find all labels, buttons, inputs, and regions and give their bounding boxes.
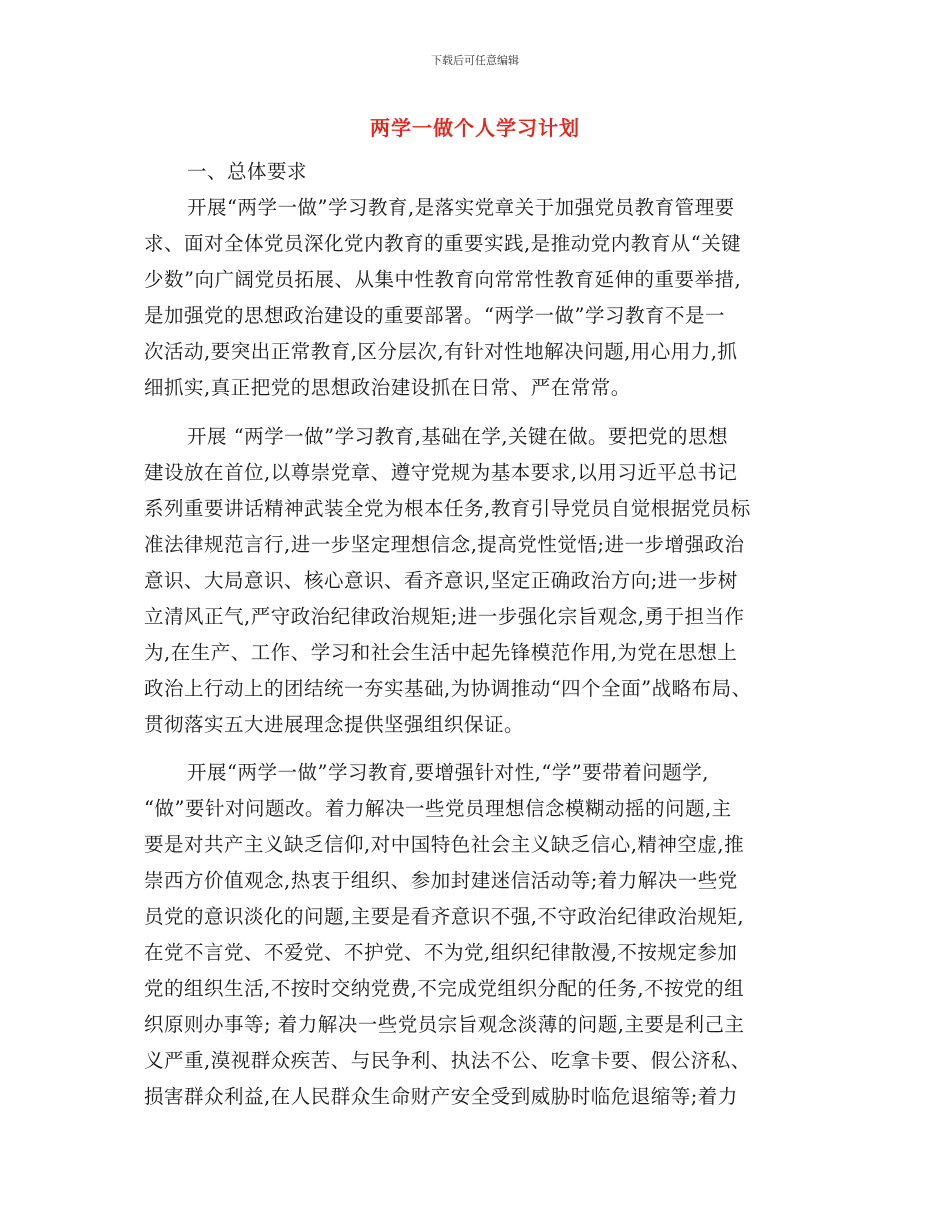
- header-note: 下载后可任意编辑: [431, 54, 519, 67]
- paragraph-line: 损害群众利益,在人民群众生命财产安全受到威胁时临危退缩等;着力: [144, 1085, 738, 1108]
- paragraph-line: 在党不言党、不爱党、不护党、不为党,组织纪律散漫,不按规定参加: [144, 941, 738, 964]
- paragraph-line: 求、面对全体党员深化党内教育的重要实践,是推动党内教育从“关键: [144, 232, 742, 255]
- paragraph-line: 党的组织生活,不按时交纳党费,不完成党组织分配的任务,不按党的组: [144, 977, 745, 1000]
- document-title: 两学一做个人学习计划: [370, 116, 580, 140]
- paragraph-line: 少数”向广阔党员拓展、从集中性教育向常常性教育延伸的重要举措,: [144, 268, 742, 291]
- paragraph-line: 织原则办事等; 着力解决一些党员宗旨观念淡薄的问题,主要是利己主: [144, 1013, 745, 1036]
- paragraph-line: 开展 “两学一做”学习教育,基础在学,关键在做。要把党的思想: [187, 425, 729, 448]
- paragraph-line: 员党的意识淡化的问题,主要是看齐意识不强,不守政治纪律政治规矩,: [144, 905, 745, 928]
- paragraph-line: 崇西方价值观念,热衷于组织、参加封建迷信活动等;着力解决一些党: [144, 869, 738, 892]
- paragraph-line: 开展“两学一做”学习教育,要增强针对性,“学”要带着问题学,: [187, 761, 709, 784]
- paragraph-line: 开展“两学一做”学习教育,是落实党章关于加强党员教育管理要: [187, 196, 735, 219]
- paragraph-line: 意识、大局意识、核心意识、看齐意识,坚定正确政治方向;进一步树: [144, 569, 738, 592]
- section-heading: 一、总体要求: [187, 160, 308, 183]
- paragraph-line: 系列重要讲话精神武装全党为根本任务,教育引导党员自觉根据党员标: [144, 497, 751, 520]
- paragraph-line: 要是对共产主义缺乏信仰,对中国特色社会主义缺乏信心,精神空虚,推: [144, 833, 745, 856]
- paragraph-line: 细抓实,真正把党的思想政治建设抓在日常、严在常常。: [144, 376, 631, 399]
- paragraph-line: 政治上行动上的团结统一夯实基础,为协调推动“四个全面”战略布局、: [144, 677, 752, 700]
- paragraph-line: 立清风正气,严守政治纪律政治规矩;进一步强化宗旨观念,勇于担当作: [144, 605, 745, 628]
- paragraph-line: 为,在生产、工作、学习和社会生活中起先锋模范作用,为党在思想上: [144, 641, 738, 664]
- paragraph-line: 建设放在首位,以尊崇党章、遵守党规为基本要求,以用习近平总书记: [144, 461, 738, 484]
- paragraph-line: 义严重,漠视群众疾苦、与民争利、执法不公、吃拿卡要、假公济私、: [144, 1049, 751, 1072]
- paragraph-line: 贯彻落实五大进展理念提供坚强组织保证。: [144, 713, 525, 736]
- paragraph-line: “做”要针对问题改。着力解决一些党员理想信念模糊动摇的问题,主: [144, 797, 732, 820]
- paragraph-line: 是加强党的思想政治建设的重要部署。“两学一做”学习教育不是一: [144, 304, 725, 327]
- paragraph-line: 准法律规范言行,进一步坚定理想信念,提高党性觉悟;进一步增强政治: [144, 533, 745, 556]
- paragraph-line: 次活动,要突出正常教育,区分层次,有针对性地解决问题,用心用力,抓: [144, 340, 738, 363]
